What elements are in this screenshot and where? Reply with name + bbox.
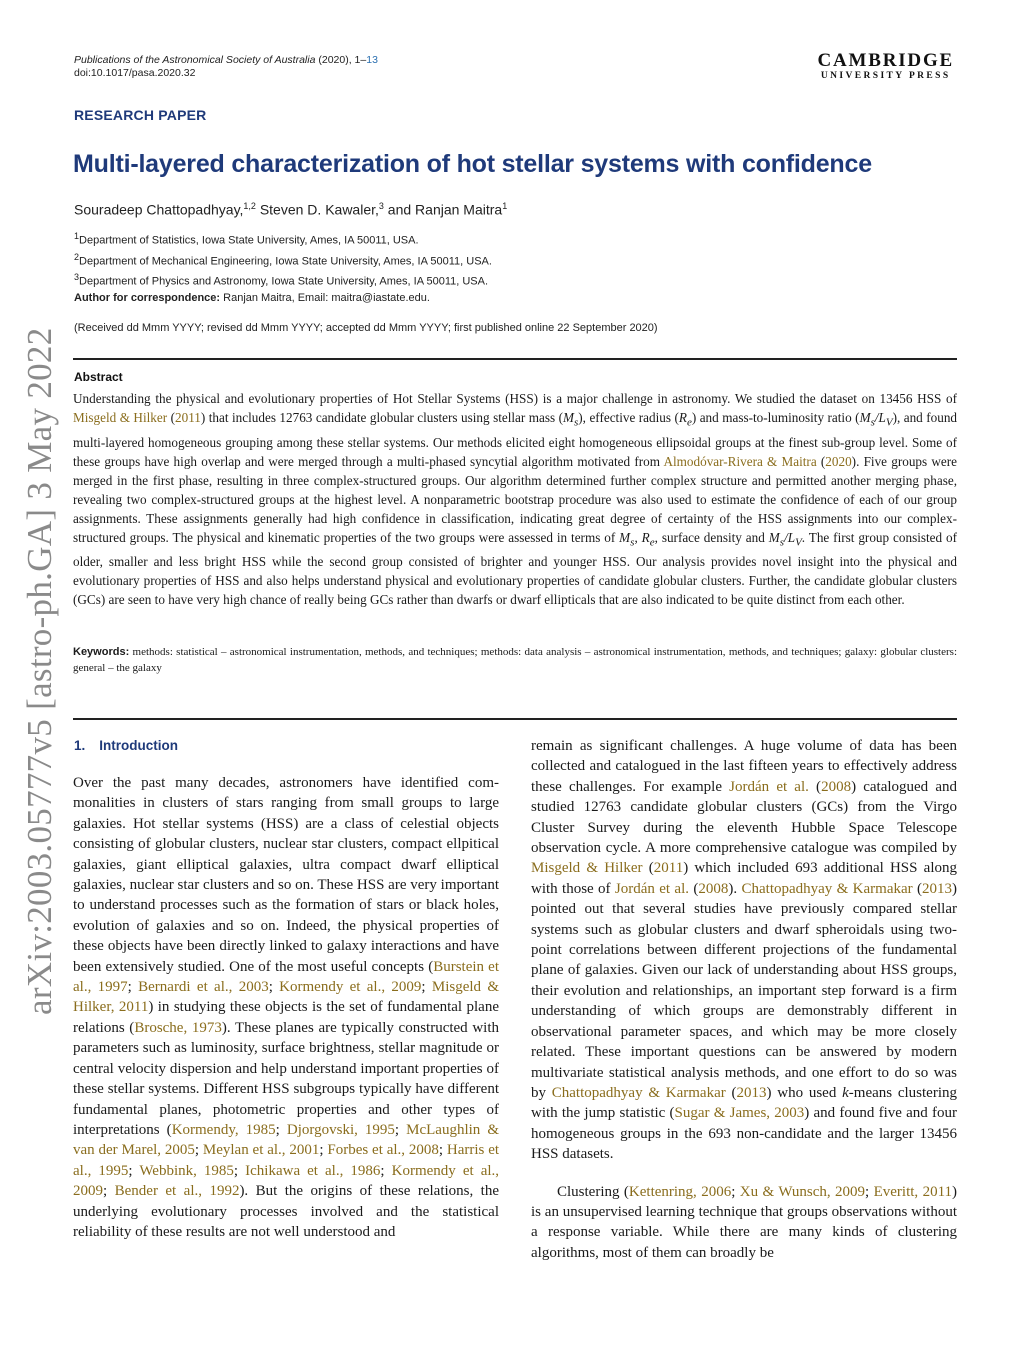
abstract-heading: Abstract bbox=[74, 370, 123, 384]
top-divider bbox=[73, 358, 957, 360]
author-list bbox=[74, 201, 507, 218]
citation-link[interactable]: 2008 bbox=[698, 880, 729, 897]
paragraph: Over the past many decades, astronomers have identified commonalities in clusters of stars ranging from small groups to large galaxies. Hot stellar systems (HSS) are a class of celestial objects consisting of globular clusters, nuclear star clusters, compact ellpitical galaxies, giant elliptical galaxies, ultra compact dwarf elliptical galaxies, nuclear star clusters and so on. These HSS are very important to understand processes such as the formation of stars or black holes, evolution of galaxies and so on. Indeed, the physical properties of these objects have been directly linked to galaxy interactions and have been extensively studied. One of the most useful concepts (Burstein et al., 1997; Bernardi et al., 2003; Kormendy et al., 2009; Misgeld & Hilker, 2011) in studying these objects is the set of fundamental plane relations (Brosche, 1973). These planes are typically constructed with parameters such as luminosity, surface brightness, stellar magnitude or central velocity dispersion and help understand important properties of these stellar systems. Different HSS subgroups typically have different fundamental planes, photometric properties and other types of interpretations (Kormendy, 1985; Djorgovski, 1995; McLaughlin & van der Marel, 2005; Meylan et al., 2001; Forbes et al., 2008; Harris et al., 1995; Webbink, 1985; Ichikawa et al., 1986; Kormendy et al., 2009; Bender et al., 1992). But the origins of these relations, the underlying evolutionary processes involved and the statistical reliability of these results are not well understood and bbox=[73, 775, 500, 1240]
author-affiliation-marker: 3 bbox=[378, 201, 384, 211]
affiliation: $^1$Department of Statistics, Iowa State University, Ames, IA 50011, USA. bbox=[74, 231, 419, 247]
citation-link[interactable]: Webbink, 1985 bbox=[139, 1162, 234, 1179]
citation-link[interactable]: Jordán et al. bbox=[614, 880, 690, 897]
section-type: RESEARCH PAPER bbox=[74, 107, 207, 123]
citation-link[interactable]: Misgeld & Hilker bbox=[531, 860, 643, 877]
received-dates: (Received dd Mmm YYYY; revised dd Mmm YYYY; accepted dd Mmm YYYY; first published online 22 September 2020) bbox=[74, 322, 658, 334]
correspondence-label: Author for correspondence: bbox=[74, 291, 221, 304]
affiliation: $^2$Department of Mechanical Engineering, Iowa State University, Ames, IA 50011, USA. bbox=[74, 251, 492, 268]
page-count-link[interactable]: 13 bbox=[366, 54, 378, 66]
keywords bbox=[73, 644, 957, 676]
body-column-right bbox=[531, 736, 957, 1263]
citation-link[interactable]: Brosche, 1973 bbox=[134, 1019, 222, 1036]
citation-link[interactable]: 2011 bbox=[653, 860, 684, 877]
citation-link[interactable]: Harris et al., 1995 bbox=[73, 1142, 500, 1179]
citation-link[interactable]: Burstein et al., 1997 bbox=[73, 958, 499, 996]
citation-link[interactable]: Kormendy, 1985 bbox=[171, 1121, 276, 1138]
citation-link[interactable]: 2008 bbox=[821, 778, 852, 795]
author-name: Souradeep Chattopadhyay, bbox=[74, 201, 244, 218]
author-name: and Ranjan Maitra bbox=[383, 201, 503, 218]
citation-link[interactable]: Bernardi et al., 2003 bbox=[138, 979, 269, 996]
publisher-logo-line2: UNIVERSITY PRESS bbox=[820, 71, 951, 81]
body-column-left bbox=[73, 773, 499, 1242]
keywords-text: methods: statistical – astronomical instrumentation, methods, and techniques; methods: data analysis – astronomical instrumentation, methods, and techniques; galaxy: globular clusters: general – the galaxy bbox=[73, 646, 957, 674]
citation-link[interactable]: Kormendy et al., 2009 bbox=[73, 1162, 500, 1200]
journal-name: Publications of the Astronomical Society of Australia bbox=[74, 54, 316, 66]
author-affiliation-marker: 1,2 bbox=[243, 201, 256, 211]
author-affiliation-marker: 1 bbox=[502, 201, 508, 211]
citation-link[interactable]: Chattopadhyay & Karmakar bbox=[551, 1084, 726, 1101]
citation-link[interactable]: Misgeld & Hilker bbox=[73, 410, 168, 425]
paragraph: Clustering (Kettenring, 2006; Xu & Wunsch, 2009; Everitt, 2011) is an unsupervised learning technique that groups observations without a response variable. While there are many kinds of clustering algorithms, most of them can broadly be bbox=[531, 1183, 958, 1261]
affiliations bbox=[74, 228, 492, 306]
citation-link[interactable]: 2013 bbox=[922, 880, 953, 897]
correspondence bbox=[74, 290, 492, 306]
citation-link[interactable]: 2011 bbox=[175, 410, 201, 425]
citation-link[interactable]: Everitt, 2011 bbox=[873, 1183, 953, 1200]
citation-link[interactable]: Almodóvar-Rivera & Maitra bbox=[663, 453, 817, 469]
section-title: Introduction bbox=[99, 738, 178, 753]
citation-link[interactable]: Djorgovski, 1995 bbox=[286, 1121, 395, 1138]
citation-link[interactable]: McLaughlin & van der Marel, 2005 bbox=[73, 1121, 500, 1159]
paper-title: Multi-layered characterization of hot stellar systems with confidence bbox=[73, 150, 872, 178]
citation-link[interactable]: Bender et al., 1992 bbox=[114, 1183, 240, 1200]
paragraph-gap bbox=[531, 1165, 957, 1182]
publisher-logo-line1: CAMBRIDGE bbox=[817, 50, 954, 71]
abstract-body: Understanding the physical and evolutionary properties of Hot Stellar Systems (HSS) is a major challenge in astronomy. We studied the dataset on 13456 HSS of Misgeld & Hilker (2011) that includes 12763 candidate globular clusters using stellar mass $(M_s)$, effective radius $(R_e)$ and mass-to-luminosity ratio $(M_s/L_V)$, and found multi-layered homogeneous grouping among these stellar systems. Our methods elicited eight homogeneous ellipsoidal groups at the finest sub-group level. Some of these groups have high overlap and were merged through a multi-phased syncytial algorithm motivated from Almodóvar-Rivera & Maitra (2020). Five groups were merged in the first phase, resulting in three complex-structured groups. Our algorithm determined further complex structure and permitted another merging phase, revealing two complex-structured groups at the highest level. A nonparametric bootstrap procedure was also used to estimate the confidence of each of our group assignments. These assignments generally had high confidence in classification, indicating great degree of certainty of the HSS assignments into our complex-structured groups. The physical and kinematic properties of the two groups were assessed in terms of $M_s$, $R_e$, surface density and $M_s/L_V$. The first group consisted of older, smaller and less bright HSS while the second group consisted of brighter and younger HSS. Our analysis provides novel insight into the physical and evolutionary properties of HSS and also helps understand physical and evolutionary properties of candidate globular clusters. Further, the candidate globular clusters (GCs) are seen to have very high chance of really being GCs rather than dwarfs or dwarf ellipticals that are also indicated to be quite distinct from each other. bbox=[73, 391, 958, 608]
citation-link[interactable]: 2013 bbox=[736, 1084, 767, 1101]
author-name: Steven D. Kawaler, bbox=[255, 201, 379, 218]
citation-link[interactable]: 2020 bbox=[825, 453, 852, 469]
citation-link[interactable]: Xu & Wunsch, 2009 bbox=[739, 1183, 866, 1200]
citation-link[interactable]: Misgeld & Hilker, 2011 bbox=[73, 979, 500, 1016]
citation-link[interactable]: Ichikawa et al., 1986 bbox=[245, 1162, 381, 1179]
citation-link[interactable]: Chattopadhyay & Karmakar bbox=[741, 880, 913, 897]
correspondence-text: Ranjan Maitra, Email: maitra@iastate.edu. bbox=[220, 291, 430, 304]
citation-link[interactable]: Jordán et al. bbox=[729, 778, 809, 795]
citation-link[interactable]: Kettenring, 2006 bbox=[628, 1183, 732, 1200]
citation-link[interactable]: Sugar & James, 2003 bbox=[674, 1105, 805, 1122]
doi: doi:10.1017/pasa.2020.32 bbox=[74, 67, 196, 79]
section-number: 1. bbox=[74, 738, 86, 753]
citation-link[interactable]: Meylan et al., 2001 bbox=[202, 1142, 320, 1159]
abstract-divider bbox=[73, 718, 957, 720]
keywords-label: Keywords: bbox=[73, 646, 130, 658]
citation-link[interactable]: Forbes et al., 2008 bbox=[327, 1142, 439, 1159]
citation-link[interactable]: Kormendy et al., 2009 bbox=[279, 979, 422, 996]
journal-year: (2020), 1– bbox=[318, 54, 367, 66]
journal-header bbox=[74, 54, 378, 80]
paragraph: remain as significant challenges. A huge volume of data has been collected and catalogued in the last fifteen years to effectively address these challenges. For example Jordán et al. (2008) catalogued and studied 12763 candidate globular clusters (GCs) from the Virgo Cluster Survey during the eleventh Hubble Space Telescope observation cycle. A more comprehensive catalogue was compiled by Misgeld & Hilker (2011) which included 693 additional HSS along with those of Jordán et al. (2008). Chattopadhyay & Karmakar (2013) pointed out that several studies have previously compared stellar systems such as globular clusters and dwarf spheroidals using two-point correlations between different projections of the fundamental plane of galaxies. Given our lack of understanding about HSS groups, their evolution and relationships, an important step forward is a firm understanding of which groups are demonstrably different in observational parameter spaces, and which may be more closely related. These important questions can be answered by modern multivariate statistical analysis methods, and one effort to do so was by Chattopadhyay & Karmakar (2013) who used k-means clustering with the jump statistic (Sugar & James, 2003) and found five and four homogeneous groups in the 693 non-candidate and the larger 13456 HSS datasets. bbox=[531, 738, 958, 1163]
arxiv-side-stamp: arXiv:2003.05777v5 [astro-ph.GA] 3 May 2022 bbox=[20, 327, 59, 1015]
section-heading-introduction bbox=[74, 738, 178, 753]
affiliation: $^3$Department of Physics and Astronomy, Iowa State University, Ames, IA 50011, USA. bbox=[74, 272, 489, 288]
publisher-logo bbox=[817, 51, 954, 82]
